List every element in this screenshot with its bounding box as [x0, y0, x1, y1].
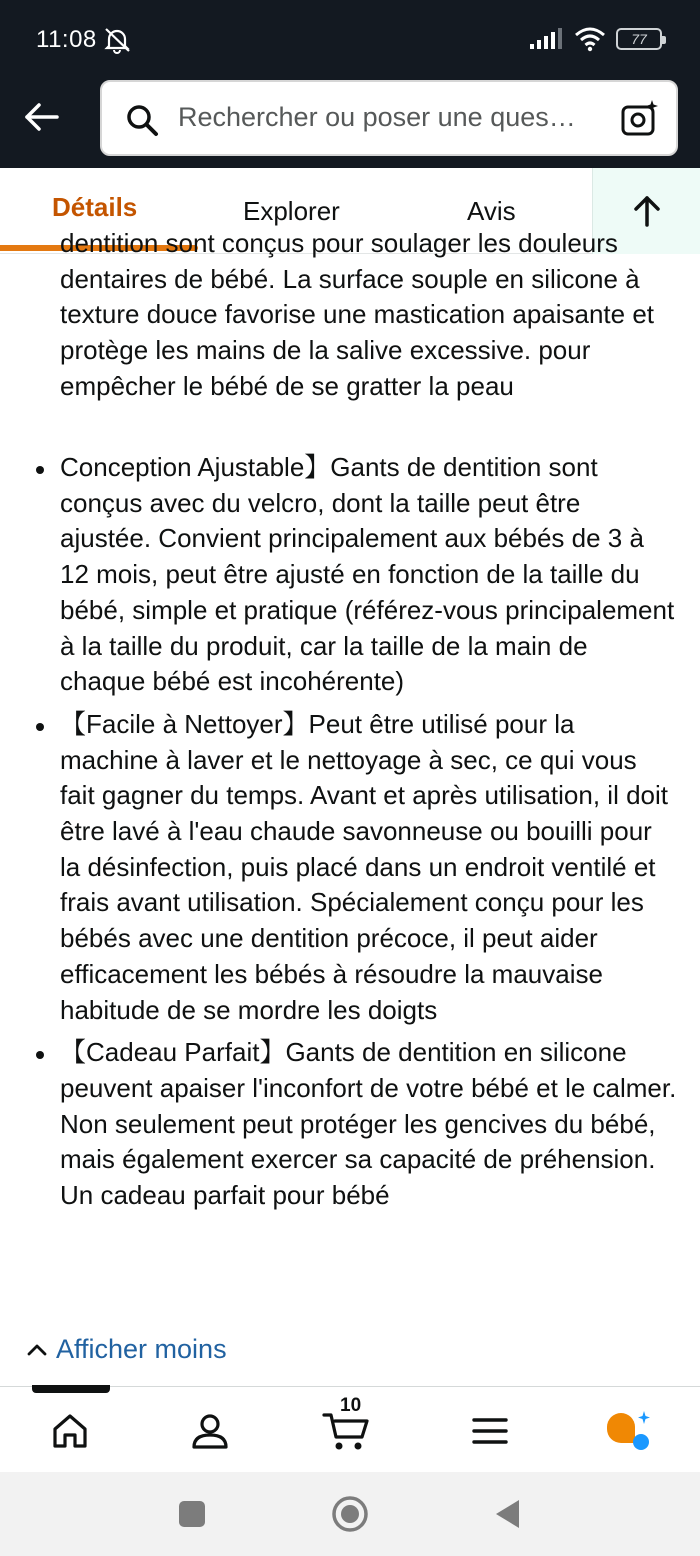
back-arrow-icon — [23, 102, 59, 132]
camera-icon[interactable] — [620, 98, 660, 138]
home-icon — [50, 1411, 90, 1451]
bottom-navigation — [0, 1386, 700, 1472]
tab-avis[interactable]: Avis — [467, 196, 516, 226]
search-placeholder: Rechercher ou poser une ques… — [178, 102, 576, 132]
recents-icon — [178, 1500, 206, 1528]
bell-off-icon — [102, 26, 132, 54]
chevron-up-icon — [26, 1339, 48, 1361]
menu-icon — [470, 1411, 510, 1451]
signal-icon — [528, 27, 564, 51]
status-icons — [528, 26, 662, 52]
recents-button[interactable] — [172, 1494, 212, 1534]
tab-explorer[interactable]: Explorer — [243, 196, 340, 226]
wifi-icon — [574, 26, 606, 52]
back-button[interactable] — [18, 94, 64, 140]
nav-menu[interactable] — [468, 1409, 512, 1453]
bullet-item: Conception Ajustable】Gants de dentition sont conçus avec du velcro, dont la taille peut être ajustée. Convient principalement aux bébés de 3 à 12 mois, peut être ajusté en fonction de la taille du bébé, simple et pratique (référez-vous principalement à la taille du produit, car la taille de la main de chaque bébé est incohérente) — [0, 450, 700, 700]
cart-count-badge: 10 — [340, 1395, 362, 1416]
app-header — [0, 80, 700, 168]
back-triangle-icon — [493, 1498, 523, 1530]
search-icon — [124, 102, 160, 138]
account-icon — [190, 1411, 230, 1451]
status-time: 11:08 — [36, 26, 97, 53]
active-nav-indicator — [32, 1385, 110, 1393]
arrow-up-icon — [633, 195, 661, 227]
product-details — [0, 228, 700, 1386]
nav-rufus-assistant[interactable] — [606, 1409, 650, 1453]
tab-details[interactable]: Détails — [52, 192, 138, 222]
bullet-item: 【Cadeau Parfait】Gants de dentition en silicone peuvent apaiser l'inconfort de votre bébé et le calmer. Non seulement peut protéger les gencives du bébé, mais également exercer sa capacité de préhension. Un cadeau parfait pour bébé — [0, 1035, 700, 1214]
nav-home[interactable] — [48, 1409, 92, 1453]
rufus-assistant-icon — [603, 1409, 653, 1453]
home-button[interactable] — [330, 1494, 370, 1534]
show-less-label: Afficher moins — [56, 1334, 227, 1364]
home-circle-icon — [330, 1494, 370, 1534]
battery-level: 77 — [631, 31, 647, 47]
show-less-link[interactable] — [26, 1334, 227, 1365]
bullet-list — [0, 450, 700, 1221]
system-navigation — [0, 1472, 700, 1556]
bullet-fragment: dentition sont conçus pour soulager les douleurs dentaires de bébé. La surface souple en silicone à texture douce favorise une mastication apaisante et protège les mains de la salive excessive. pour empêcher le bébé de se gratter la peau — [60, 228, 655, 401]
bullet-item: 【Facile à Nettoyer】Peut être utilisé pour la machine à laver et le nettoyage à sec, ce qui vous fait gagner du temps. Avant et après utilisation, il doit être lavé à l'eau chaude savonneuse ou bouilli pour la désinfection, puis placé dans un endroit ventilé et frais avant utilisation. Spécialement conçu pour les bébés avec une dentition précoce, il peut aider efficacement les bébés à résoudre la mauvaise habitude de se mordre les doigts — [0, 707, 700, 1028]
nav-account[interactable] — [188, 1409, 232, 1453]
status-bar — [0, 0, 700, 80]
search-input[interactable] — [100, 80, 678, 156]
battery-icon — [616, 28, 662, 50]
back-button-system[interactable] — [488, 1494, 528, 1534]
